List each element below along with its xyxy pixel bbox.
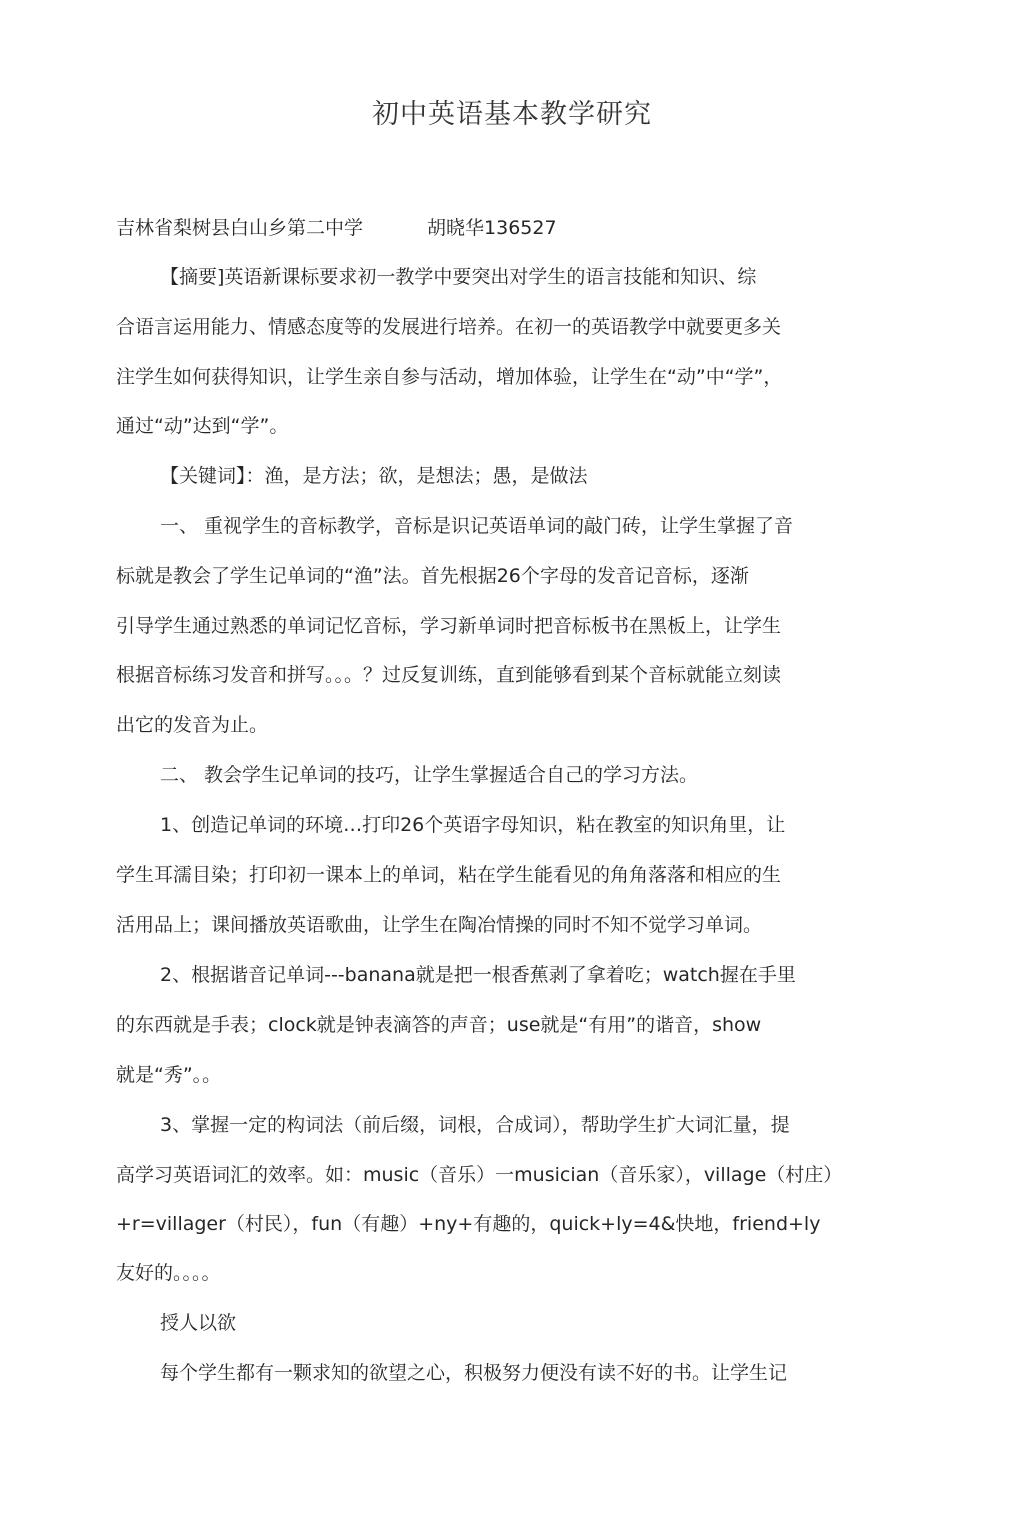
section-2-heading: 二、 教会学生记单词的技巧，让学生掌握适合自己的学习方法。 xyxy=(160,764,699,786)
author-school: 吉林省梨树县白山乡第二中学 xyxy=(116,217,364,239)
abstract-line-3: 注学生如何获得知识，让学生亲自参与活动，增加体验，让学生在“动”中“学”， xyxy=(116,366,783,388)
abstract-line-2: 合语言运用能力、情感态度等的发展进行培养。在初一的英语教学中就要更多关 xyxy=(116,316,782,338)
item-1-line-1: 1、创造记单词的环境…打印26个英语字母知识，粘在教室的知识角里，让 xyxy=(160,814,786,836)
item-3-line-2: 高学习英语词汇的效率。如：music（音乐）一musician（音乐家），village（村庄） xyxy=(116,1164,843,1186)
item-3-line-4: 友好的。。。。 xyxy=(116,1262,221,1284)
item-2-line-1: 2、根据谐音记单词---banana就是把一根香蕉剥了拿着吃；watch握在手里 xyxy=(160,964,796,986)
section-3-heading: 授人以欲 xyxy=(160,1312,237,1334)
abstract-line-4: 通过“动”达到“学”。 xyxy=(116,415,289,437)
item-1-line-2: 学生耳濡目染；打印初一课本上的单词，粘在学生能看见的角角落落和相应的生 xyxy=(116,864,782,886)
section-3-line-1: 每个学生都有一颗求知的欲望之心，积极努力便没有读不好的书。让学生记 xyxy=(160,1362,788,1384)
item-2-line-3: 就是“秀”。。 xyxy=(116,1064,222,1086)
section-1-line-3: 引导学生通过熟悉的单词记忆音标，学习新单词时把音标板书在黑板上，让学生 xyxy=(116,615,782,637)
item-3-line-1: 3、掌握一定的构词法（前后缀，词根，合成词），帮助学生扩大词汇量，提 xyxy=(160,1114,790,1136)
item-2-line-2: 的东西就是手表；clock就是钟表滴答的声音；use就是“有用”的谐音，show xyxy=(116,1014,762,1036)
item-1-line-3: 活用品上；课间播放英语歌曲，让学生在陶冶情操的同时不知不觉学习单词。 xyxy=(116,914,763,936)
document-title: 初中英语基本教学研究 xyxy=(372,99,652,130)
author-line xyxy=(116,215,557,241)
section-1-line-1: 一、 重视学生的音标教学，音标是识记英语单词的敲门砖，让学生掌握了音 xyxy=(160,515,794,537)
section-1-line-2: 标就是教会了学生记单词的“渔”法。首先根据26个字母的发音记音标，逐渐 xyxy=(116,565,749,587)
section-1-line-4: 根据音标练习发音和拼写。。。？过反复训练，直到能够看到某个音标就能立刻读 xyxy=(116,664,782,686)
keywords-line: 【关键词】：渔，是方法；欲，是想法；愚，是做法 xyxy=(160,465,588,487)
abstract-line-1: 【摘要]英语新课标要求初一教学中要突出对学生的语言技能和知识、综 xyxy=(160,266,757,288)
item-3-line-3: +r=villager（村民），fun（有趣）+ny+有趣的，quick+ly=4&快地，friend+ly xyxy=(116,1213,821,1235)
section-1-line-5: 出它的发音为止。 xyxy=(116,714,269,736)
author-name: 胡晓华136527 xyxy=(427,217,557,239)
